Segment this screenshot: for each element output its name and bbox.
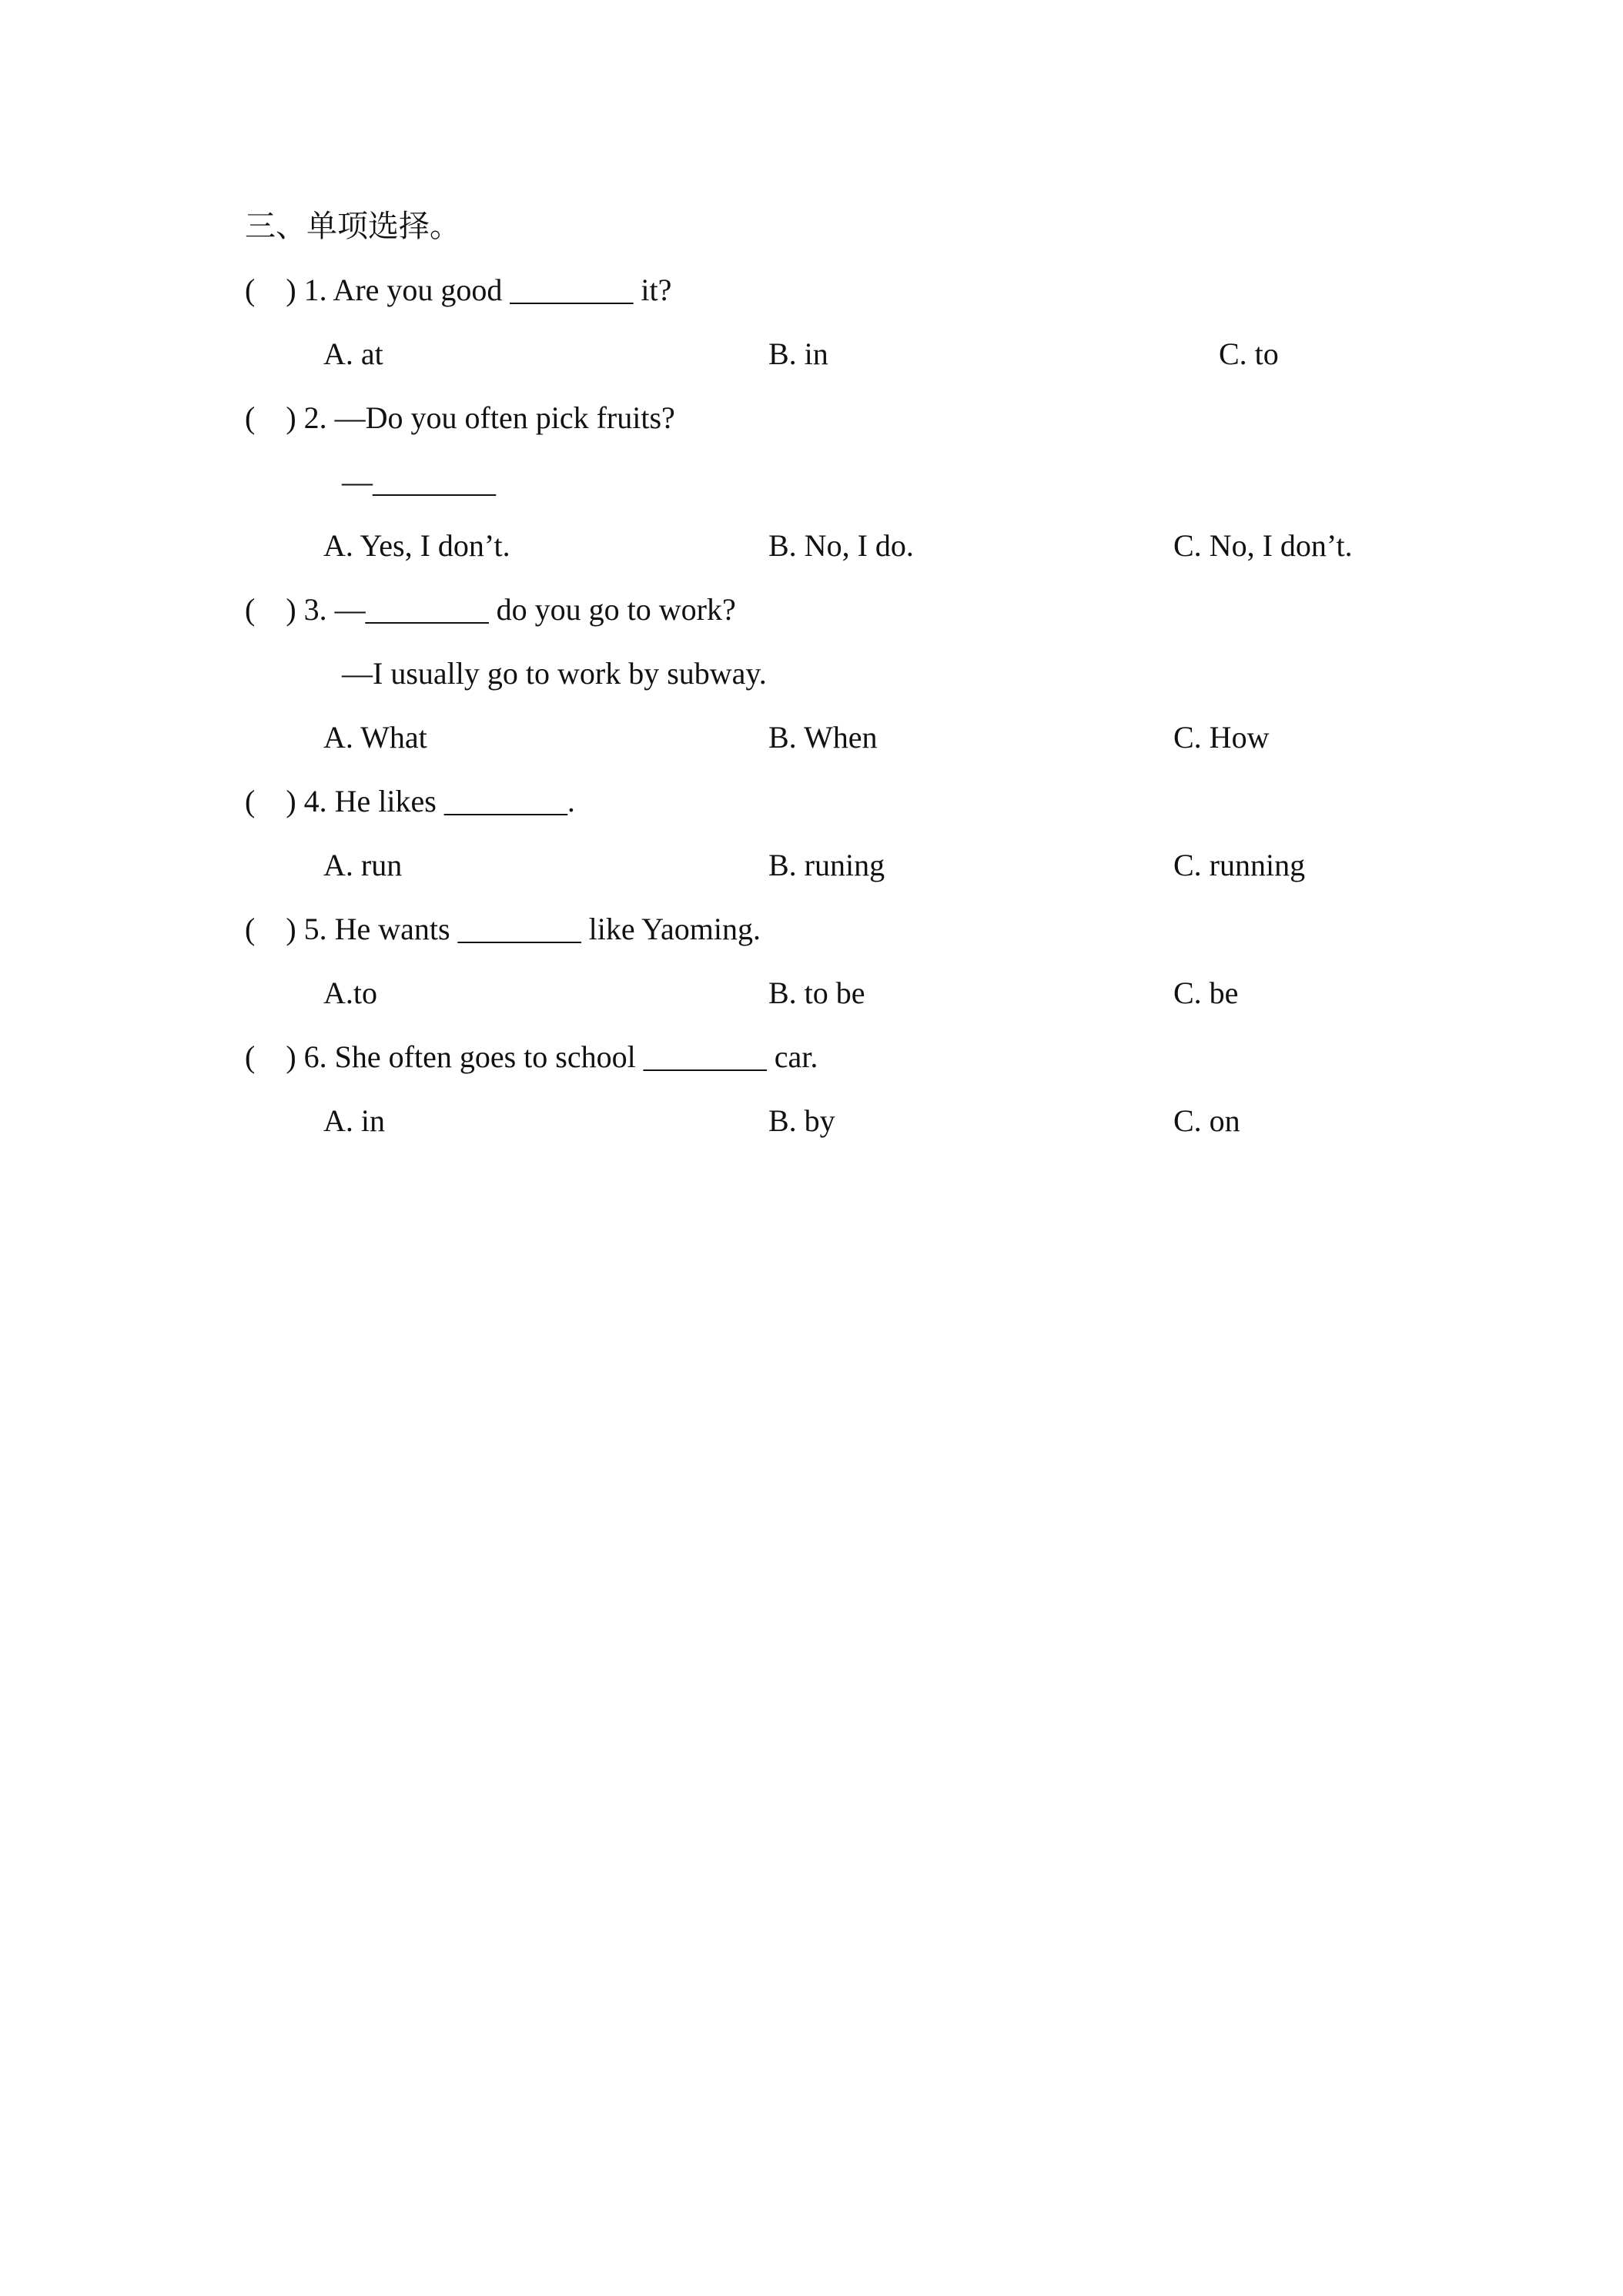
question-5-option-b: B. to be <box>768 976 865 1010</box>
question-6-option-a: A. in <box>323 1103 385 1138</box>
question-5-option-a: A.to <box>323 976 377 1010</box>
question-1-option-c: C. to <box>1219 336 1279 371</box>
question-1-option-b: B. in <box>768 336 828 371</box>
question-2-option-b: B. No, I do. <box>768 528 914 563</box>
section-title: 三、单项选择。 <box>245 209 460 244</box>
question-5-option-c: C. be <box>1173 976 1239 1010</box>
question-4-option-a: A. run <box>323 848 403 882</box>
question-5-stem: ( ) 5. He wants ________ like Yaoming. <box>245 912 761 946</box>
question-4-option-b: B. runing <box>768 848 885 882</box>
question-3-option-c: C. How <box>1173 720 1270 755</box>
question-3-answer-line: —I usually go to work by subway. <box>342 656 767 691</box>
question-2-answer-line: —________ <box>342 464 496 499</box>
question-3-option-b: B. When <box>768 720 878 755</box>
question-3-stem: ( ) 3. —________ do you go to work? <box>245 592 736 627</box>
question-6-option-b: B. by <box>768 1103 835 1138</box>
question-1-option-a: A. at <box>323 336 383 371</box>
question-2-option-c: C. No, I don’t. <box>1173 528 1353 563</box>
question-4-stem: ( ) 4. He likes ________. <box>245 784 575 818</box>
question-1-stem: ( ) 1. Are you good ________ it? <box>245 273 672 307</box>
question-6-stem: ( ) 6. She often goes to school ________ car. <box>245 1039 818 1074</box>
question-6-option-c: C. on <box>1173 1103 1240 1138</box>
question-3-option-a: A. What <box>323 720 427 755</box>
question-4-option-c: C. running <box>1173 848 1306 882</box>
question-2-option-a: A. Yes, I don’t. <box>323 528 510 563</box>
question-2-stem: ( ) 2. —Do you often pick fruits? <box>245 400 675 435</box>
